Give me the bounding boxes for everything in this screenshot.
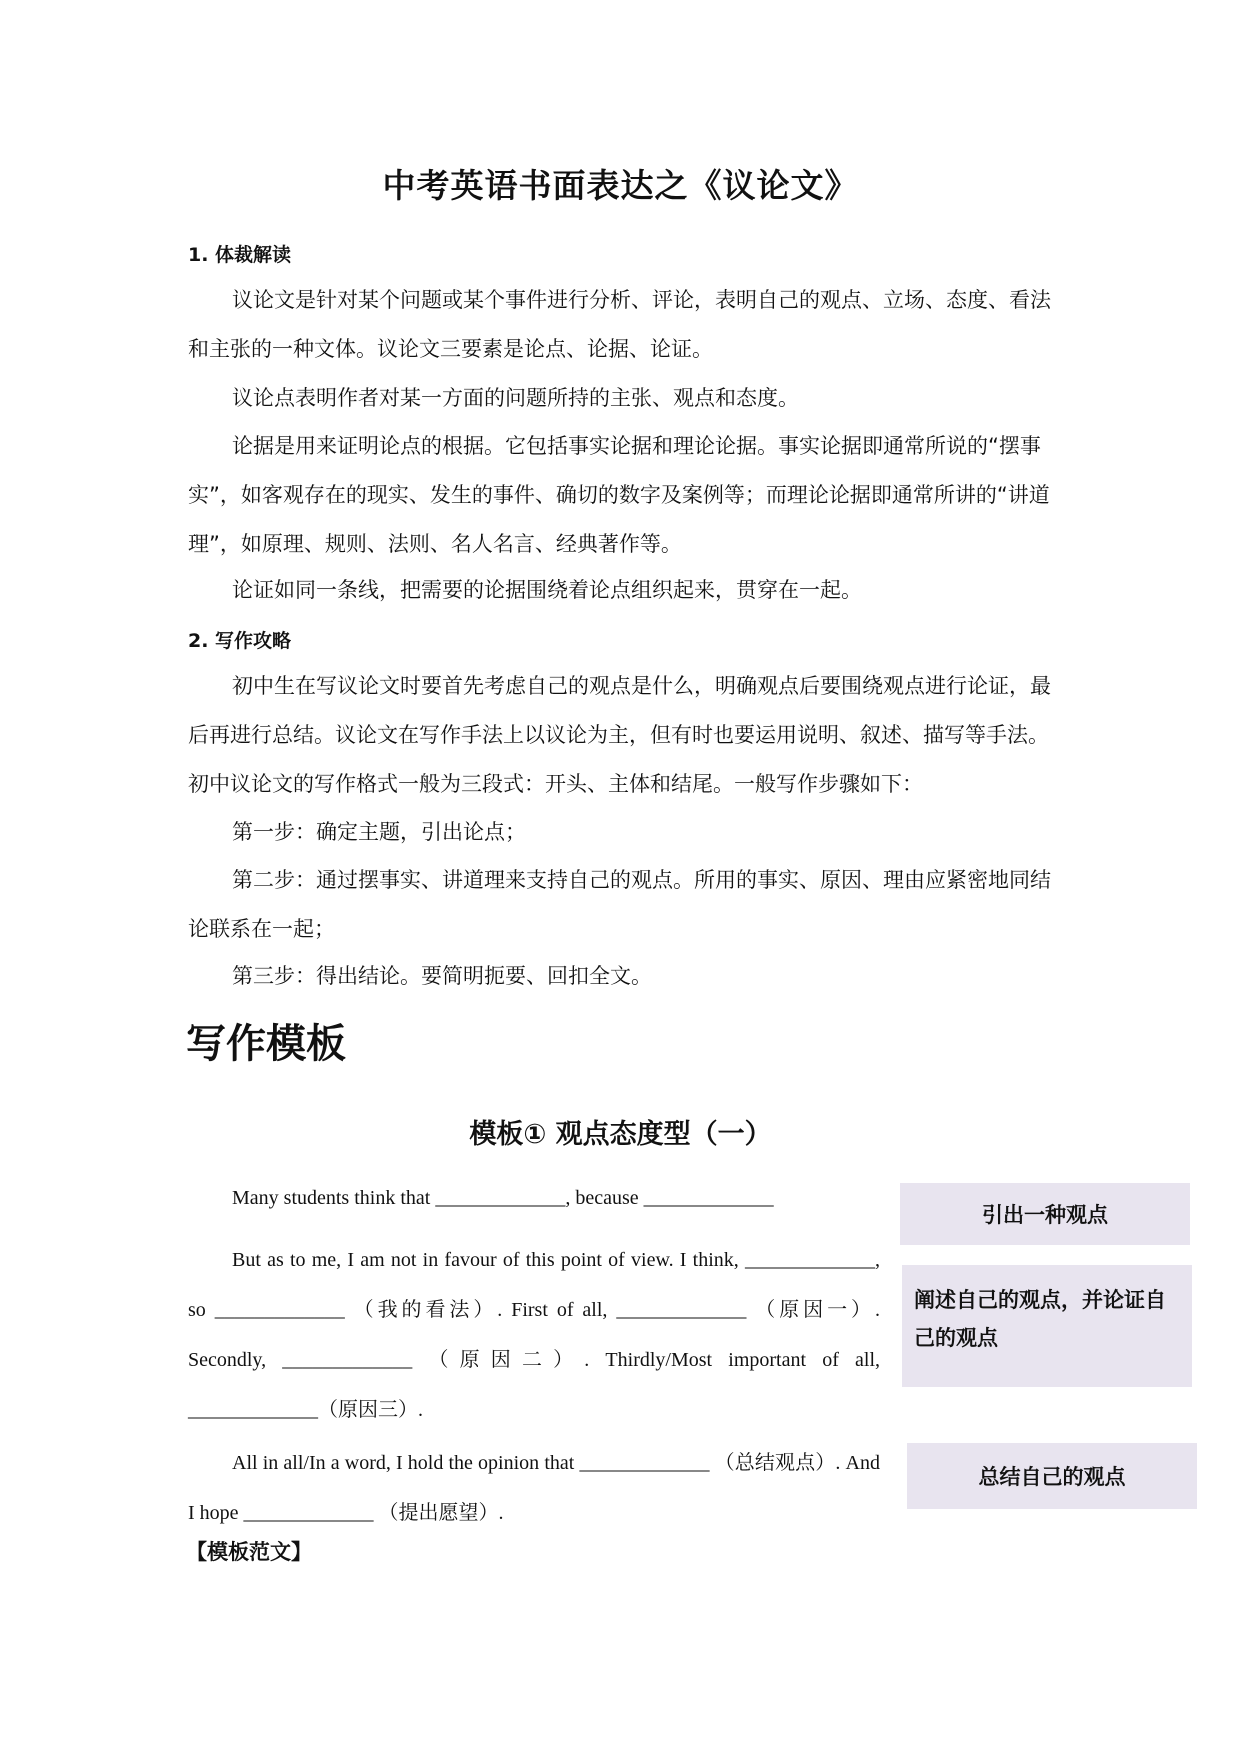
template-title: 模板① 观点态度型（一） <box>469 1119 772 1150</box>
template-paragraph-intro: Many students think that _____________, because _____________ <box>232 1187 774 1209</box>
document-title: 中考英语书面表达之《议论文》 <box>382 166 859 205</box>
note-summarize-view-label: 总结自己的观点 <box>978 1465 1126 1489</box>
paragraph-argumentation: 论证如同一条线，把需要的论据围绕着论点组织起来，贯穿在一起。 <box>232 578 862 602</box>
paragraph-step-one: 第一步：确定主题，引出论点； <box>232 820 526 844</box>
paragraph-genre-definition: 议论文是针对某个问题或某个事件进行分析、评论，表明自己的观点、立场、态度、看法和主张的一种文体。议论文三要素是论点、论据、论证。 <box>188 288 1051 361</box>
paragraph-step-three: 第三步：得出结论。要简明扼要、回扣全文。 <box>232 964 652 988</box>
paragraph-strategy: 初中生在写议论文时要首先考虑自己的观点是什么，明确观点后要围绕观点进行论证，最后再进行总结。议论文在写作手法上以议论为主，但有时也要运用说明、叙述、描写等手法。初中议论文的写作格式一般为三段式：开头、主体和结尾。一般写作步骤如下： <box>188 674 1051 796</box>
note-argue-own-view-label: 阐述自己的观点，并论证自己的观点 <box>914 1288 1166 1350</box>
section-heading-strategy: 2. 写作攻略 <box>188 630 292 652</box>
section-heading-genre: 1. 体裁解读 <box>188 244 292 266</box>
paragraph-step-two: 第二步：通过摆事实、讲道理来支持自己的观点。所用的事实、原因、理由应紧密地同结论联系在一起； <box>188 868 1051 941</box>
template-paragraph-conclusion: All in all/In a word, I hold the opinion that _____________ （总结观点）. And I hope _____________ （提出愿望）. <box>188 1452 880 1524</box>
template-paragraph-body: But as to me, I am not in favour of this point of view. I think, _____________, so _____________ （我的看法）. First of all, _____________ （原因一）. Secondly, _____________ （原因二）. Thirdly/Most important of all, _____________（原因三）. <box>188 1249 880 1421</box>
note-argue-own-view <box>902 1265 1192 1387</box>
note-summarize-view <box>907 1443 1197 1509</box>
paragraph-thesis: 议论点表明作者对某一方面的问题所持的主张、观点和态度。 <box>232 386 799 410</box>
paragraph-evidence: 论据是用来证明论点的根据。它包括事实论据和理论论据。事实论据即通常所说的“摆事实”，如客观存在的现实、发生的事件、确切的数字及案例等；而理论论据即通常所讲的“讲道理”，如原理、规则、法则、名人名言、经典著作等。 <box>188 434 1050 556</box>
note-introduce-view <box>900 1183 1190 1245</box>
writing-template-heading: 写作模板 <box>186 1021 346 1067</box>
example-heading: 【模板范文】 <box>186 1540 312 1564</box>
note-introduce-view-label: 引出一种观点 <box>982 1203 1108 1227</box>
